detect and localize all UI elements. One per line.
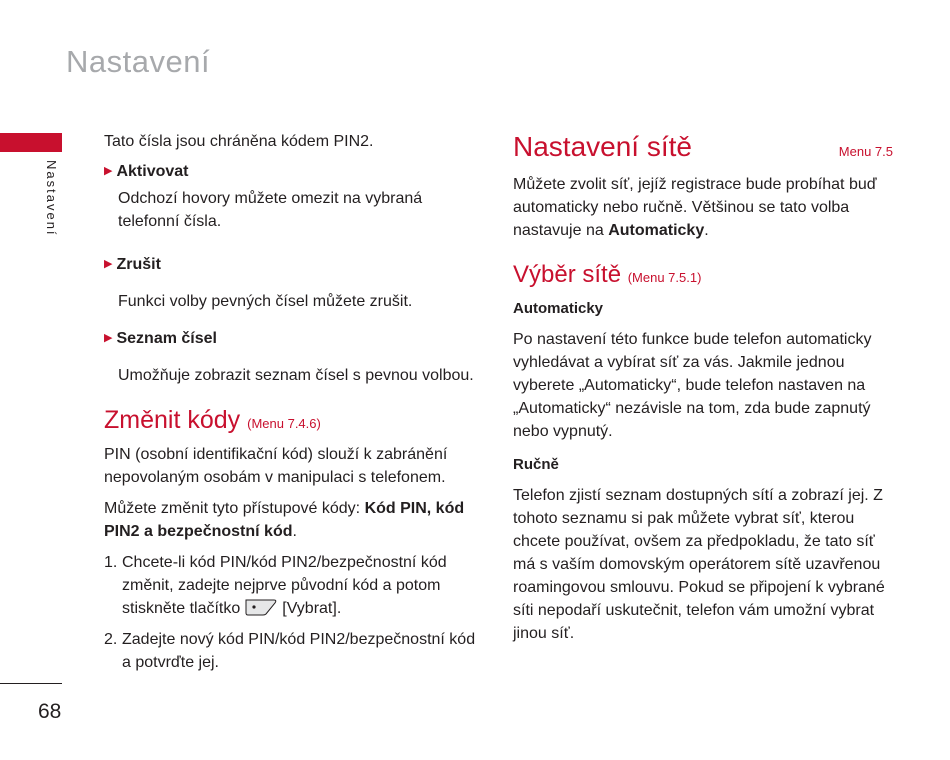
bullet-label: Zrušit [116, 256, 161, 273]
subsection-heading-network-selection [513, 260, 893, 293]
option-text-manual: Telefon zjistí seznam dostupných sítí a zobrazí jej. Z tohoto seznamu si pak můžete vybrat síť, kterou chcete používat, ovšem za předpokladu, že tato síť má s vaším domovským operátorem sítě uzavřenou roamingovou smlouvu. Pokud se připojení k vybrané síti nepodaří uskutečnit, telefon vám umožní vybrat jinou síť. [513, 487, 885, 642]
subsection-title: Výběr sítě [513, 261, 622, 288]
intro-text: Tato čísla jsou chráněna kódem PIN2. [104, 133, 374, 150]
side-accent-bar [0, 133, 62, 152]
bullet-text: Umožňuje zobrazit seznam čísel s pevnou volbou. [118, 367, 474, 384]
step-text: Chcete-li kód PIN/kód PIN2/bezpečnostní kód změnit, zadejte nejprve původní kód a potom stiskněte tlačítko [Vybrat]. [122, 554, 447, 617]
bullet-item [104, 253, 484, 276]
section-title: Změnit kódy [104, 406, 241, 434]
menu-reference: (Menu 7.5.1) [627, 270, 702, 285]
codes-paragraph: Můžete změnit tyto přístupové kódy: Kód PIN, kód PIN2 a bezpečnostní kód. [104, 500, 465, 540]
triangle-bullet-icon: ▶ [104, 258, 113, 270]
right-column [513, 130, 893, 645]
section-title: Nastavení sítě [513, 131, 692, 162]
left-soft-key-icon [244, 597, 278, 617]
menu-reference: (Menu 7.4.6) [247, 416, 321, 431]
numbered-step [104, 628, 484, 674]
section-paragraph: Můžete zvolit síť, jejíž registrace bude probíhat buď automaticky nebo ručně. Většinou se tato volba nastavuje na Automaticky. [513, 176, 877, 239]
section-heading-network-settings [513, 130, 893, 169]
codes-list: Kód PIN, kód PIN2 a bezpečnostní kód [104, 500, 465, 540]
step-text: Zadejte nový kód PIN/kód PIN2/bezpečnostní kód a potvrďte jej. [122, 631, 476, 671]
section-paragraph: PIN (osobní identifikační kód) slouží k zabránění nepovolaným osobám v manipulaci s telefonem. [104, 446, 448, 486]
bullet-item [104, 327, 484, 350]
bullet-label: Aktivovat [116, 163, 189, 180]
numbered-step [104, 551, 484, 620]
option-label-manual: Ručně [513, 456, 559, 473]
menu-reference: Menu 7.5 [838, 144, 893, 159]
bullet-text: Odchozí hovory můžete omezit na vybraná telefonní čísla. [118, 190, 423, 230]
left-column [104, 130, 484, 674]
step-number: 1. [104, 554, 118, 571]
section-heading-change-codes [104, 405, 484, 439]
page-number: 68 [38, 700, 62, 723]
step-number: 2. [104, 631, 118, 648]
bullet-item [104, 160, 484, 183]
footer-rule [0, 683, 62, 684]
bullet-text: Funkci volby pevných čísel můžete zrušit. [118, 293, 413, 310]
bullet-label: Seznam čísel [116, 330, 217, 347]
triangle-bullet-icon: ▶ [104, 332, 113, 344]
page-header-title: Nastavení [66, 44, 211, 79]
option-label-automatic: Automaticky [513, 300, 604, 317]
option-text-automatic: Po nastavení této funkce bude telefon automaticky vyhledávat a vybírat síť za vás. Jakmile jednou vyberete „Automaticky“, bude telefon nastaven na „Automaticky“ nezávisle na tom, zda bude zapnutý nebo vypnutý. [513, 331, 872, 440]
emphasis-automatic: Automaticky [608, 222, 705, 239]
triangle-bullet-icon: ▶ [104, 165, 113, 177]
side-section-label: Nastavení [44, 160, 59, 237]
